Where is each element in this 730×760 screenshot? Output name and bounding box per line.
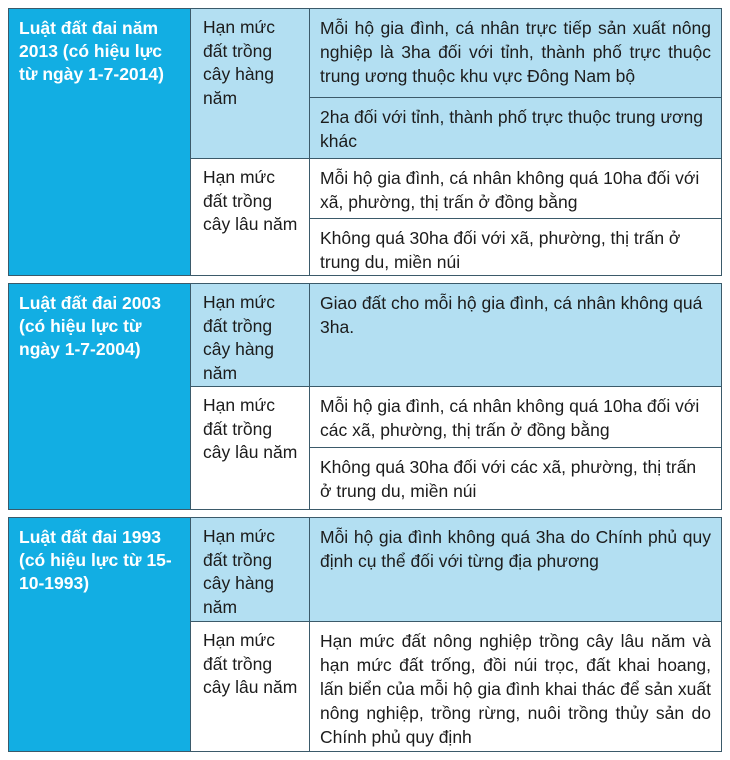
limit-type: Hạn mức đất trồng cây lâu năm [191, 159, 310, 275]
law-title: Luật đất đai 2003 (có hiệu lực từ ngày 1-7-2004) [9, 284, 191, 509]
limit-type: Hạn mức đất trồng cây lâu năm [191, 622, 310, 751]
limit-rule: Mỗi hộ gia đình không quá 3ha do Chính phủ quy định cụ thể đối với từng địa phương [320, 527, 711, 571]
annual-crop-row [191, 9, 721, 158]
limit-rule: Mỗi hộ gia đình, cá nhân không quá 10ha đối với các xã, phường, thị trấn ở đồng bằng [320, 396, 700, 440]
law-block-2013 [8, 8, 722, 276]
limit-type: Hạn mức đất trồng cây hàng năm [191, 518, 310, 621]
annual-crop-row [191, 518, 721, 621]
law-title: Luật đất đai 1993 (có hiệu lực từ 15-10-1993) [9, 518, 191, 751]
limit-type: Hạn mức đất trồng cây hàng năm [191, 9, 310, 158]
limit-rule: Mỗi hộ gia đình, cá nhân trực tiếp sản xuất nông nghiệp là 3ha đối với tỉnh, thành phố trực thuộc trung ương thuộc khu vực Đông Nam bộ [320, 18, 711, 86]
law-title: Luật đất đai năm 2013 (có hiệu lực từ ngày 1-7-2014) [9, 9, 191, 275]
limit-rule: Không quá 30ha đối với các xã, phường, thị trấn ở trung du, miền núi [310, 447, 721, 509]
perennial-crop-row [191, 621, 721, 751]
limit-type: Hạn mức đất trồng cây lâu năm [191, 387, 310, 509]
limit-rule: Giao đất cho mỗi hộ gia đình, cá nhân không quá 3ha. [320, 293, 703, 337]
limit-rule: Mỗi hộ gia đình, cá nhân không quá 10ha đối với xã, phường, thị trấn ở đồng bằng [320, 168, 700, 212]
limit-rule: Không quá 30ha đối với xã, phường, thị trấn ở trung du, miền núi [310, 218, 721, 275]
annual-crop-row [191, 284, 721, 386]
perennial-crop-row [191, 386, 721, 509]
law-block-1993 [8, 517, 722, 752]
limit-rule: 2ha đối với tỉnh, thành phố trực thuộc trung ương khác [310, 97, 721, 158]
limit-rule: Hạn mức đất nông nghiệp trồng cây lâu năm và hạn mức đất trống, đồi núi trọc, đất khai hoang, lấn biển của mỗi hộ gia đình khai thác để sản xuất nông nghiệp, trồng rừng, nuôi trồng thủy sản do Chính phủ quy định [320, 631, 711, 747]
law-block-2003 [8, 283, 722, 510]
perennial-crop-row [191, 158, 721, 275]
limit-type: Hạn mức đất trồng cây hàng năm [191, 284, 310, 386]
